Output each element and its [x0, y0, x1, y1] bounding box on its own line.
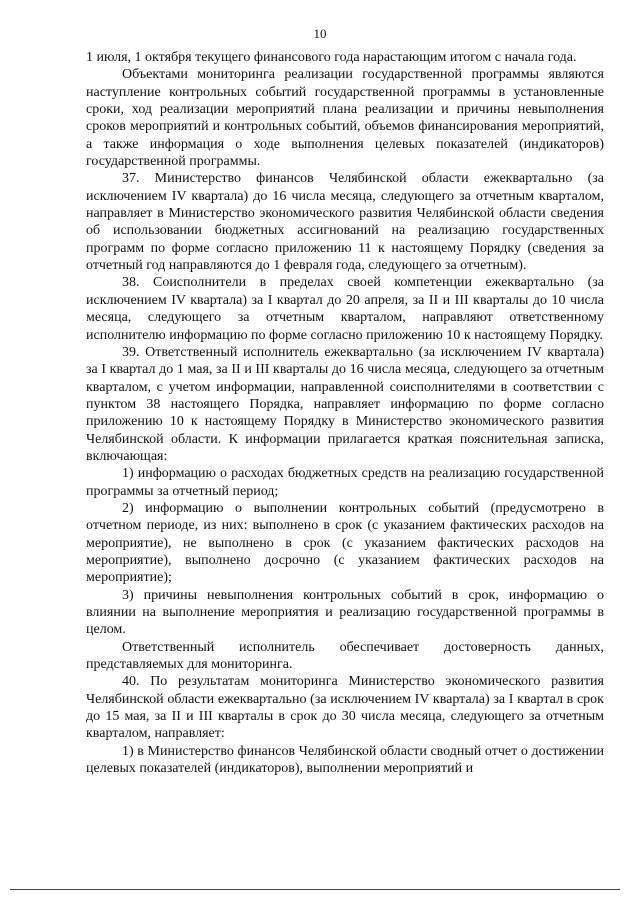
list-item-39-3: 3) причины невыполнения контрольных событий в срок, информацию о влиянии на выполнение мероприятия и реализацию государственной программы в целом. — [86, 587, 604, 638]
paragraph-item-37: 37. Министерство финансов Челябинской области ежеквартально (за исключением IV квартала) до 16 числа месяца, следующего за отчетным кварталом, направляет в Министерство экономического развития Челябинской области сведения об использовании бюджетных ассигнований на реализацию государственных программ по форме согласно приложению 11 к настоящему Порядку (сведения за отчетный год направляются до 1 февраля года, следующего за отчетным). — [86, 171, 604, 274]
paragraph-item-40: 40. По результатам мониторинга Министерство экономического развития Челябинской области ежеквартально (за исключением IV квартала) за I квартал в срок до 15 мая, за II и III кварталы в срок до 30 числа месяца, следующего за отчетным кварталом, направляет: — [86, 674, 604, 742]
paragraph-item-38: 38. Соисполнители в пределах своей компетенции ежеквартально (за исключением IV квартала) за I квартал до 20 апреля, за II и III кварталы до 10 числа месяца, следующего за отчетным кварталом, направляют ответственному исполнителю информацию по форме согласно приложению 10 к настоящему Порядку. — [86, 275, 604, 343]
list-item-39-1: 1) информацию о расходах бюджетных средств на реализацию государственной программы за отчетный период; — [86, 466, 604, 499]
list-item-40-1: 1) в Министерство финансов Челябинской области сводный отчет о достижении целевых показателей (индикаторов), выполнении мероприятий и — [86, 743, 604, 777]
paragraph-responsibility: Ответственный исполнитель обеспечивает достоверность данных, представляемых для мониторинга. — [86, 639, 604, 673]
paragraph-continuation: 1 июля, 1 октября текущего финансового года нарастающим итогом с начала года. — [86, 50, 577, 65]
paragraph-monitoring-objects: Объектами мониторинга реализации государственной программы являются наступление контрольных событий государственной программы в установленные сроки, ход реализации мероприятий плана реализации и причины невыполнения сроков мероприятий и контрольных событий, объемов финансирования мероприятий, а также информация о ходе выполнения целевых показателей (индикаторов) государственной программы. — [86, 67, 604, 170]
page-number: 10 — [313, 26, 327, 41]
document-body — [86, 49, 604, 777]
list-item-39-2: 2) информацию о выполнении контрольных событий (предусмотрено в отчетном периоде, из них: выполнено в срок (с указанием фактических расходов на мероприятие), не выполнено в срок (с указанием фактических расходов на мероприятие), выполнено досрочно (с указанием фактических расходов на мероприятие); — [86, 500, 604, 586]
paragraph-item-39: 39. Ответственный исполнитель ежеквартально (за исключением IV квартала) за I квартал до 1 мая, за II и III кварталы до 16 числа месяца, следующего за отчетным кварталом, с учетом информации, направленной соисполнителями в соответствии с пунктом 38 настоящего Порядка, направляет информацию по форме согласно приложению 10 к настоящему Порядку в Министерство экономического развития Челябинской области. К информации прилагается краткая пояснительная записка, включающая: — [86, 344, 604, 464]
footer-divider — [10, 889, 620, 890]
